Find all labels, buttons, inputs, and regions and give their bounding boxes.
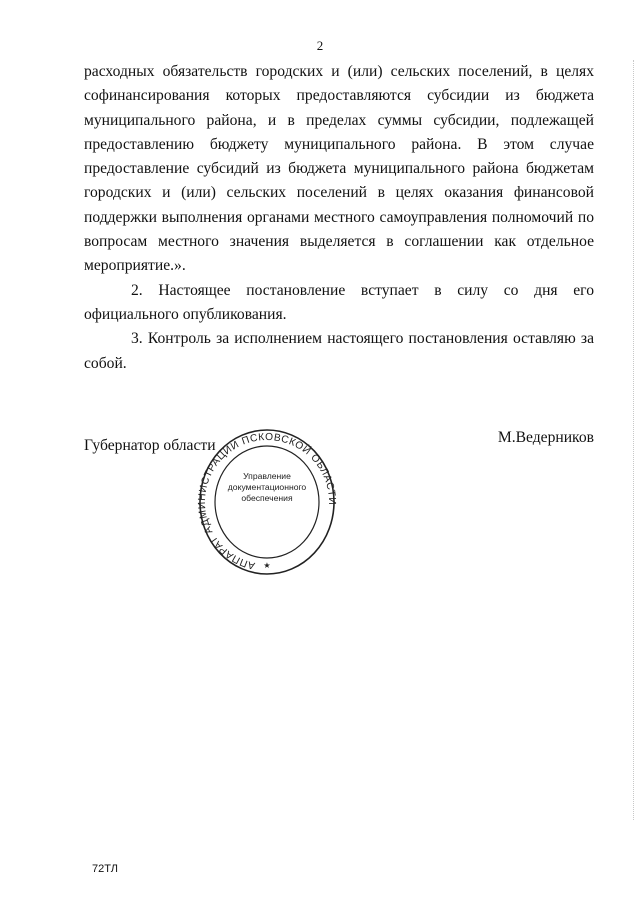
stamp-outer-text: АППАРАТ АДМИНИСТРАЦИИ ПСКОВСКОЙ ОБЛАСТИ (197, 431, 337, 571)
official-stamp (197, 406, 337, 576)
paragraph-continuation: расходных обязательств городских и (или) сельских поселений, в целях софинансирования которых предоставляются субсидии из бюджета муниципального района, и в пределах суммы субсидии, подлежащей предоставлению бюджету муниципального района. В этом случае предоставление субсидий из бюджета муниципального района бюджетам городских и (или) сельских поселений в целях оказания финансовой поддержки выполнения органами местного самоуправления полномочий по вопросам местного значения выделяется в соглашении как отдельное мероприятие.». (84, 63, 594, 275)
stamp-inner-line-1: Управление (243, 471, 291, 481)
stamp-star-icon: ★ (263, 561, 271, 570)
stamp-inner-line-2: документационного (227, 482, 307, 492)
paragraph-2-effective-date: 2. Настоящее постановление вступает в силу со дня его официального опубликования. (84, 281, 594, 323)
paragraph-3-control: 3. Контроль за исполнением настоящего постановления оставляю за собой. (84, 330, 594, 372)
signer-name: М.Ведерников (497, 429, 594, 446)
stamp-inner-line-3: обеспечения (241, 493, 293, 503)
page-number: 2 (316, 38, 324, 53)
scan-edge-artifact (632, 60, 634, 820)
footer-code: 72ТЛ (92, 863, 118, 875)
signer-title: Губернатор области (84, 437, 216, 454)
document-body (84, 60, 594, 376)
